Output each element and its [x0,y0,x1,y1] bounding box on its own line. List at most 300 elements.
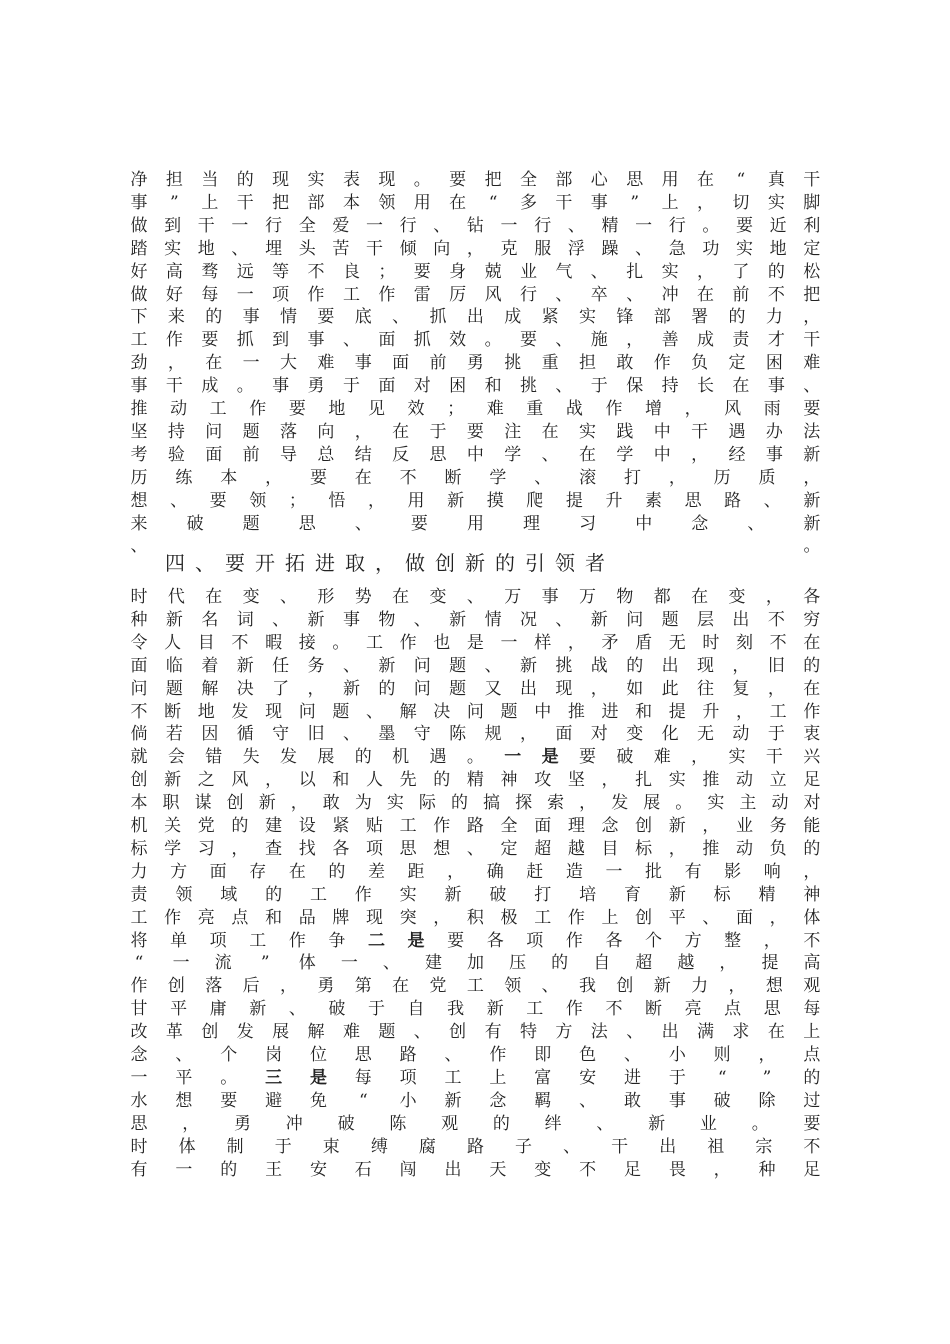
text-row [128,329,823,352]
text-char: 厉 [449,284,467,305]
text-char: 避 [265,1090,283,1111]
text-char: 在 [541,421,559,442]
text-char: 推 [130,399,148,419]
text-char: 工 [130,330,148,351]
text-char: ， [519,724,537,745]
text-char: 要 [209,490,227,511]
text-char: 发 [236,1022,254,1043]
text-char: 观 [441,1113,459,1134]
text-char: 前 [732,284,750,305]
text-char: 把 [803,284,821,305]
text-char: 问 [626,609,644,630]
text-char: 好 [165,284,183,305]
text-char: 克 [500,238,518,259]
text-char: 的 [220,1159,238,1180]
text-char: 题 [332,701,350,722]
text-row [128,952,823,975]
text-char: ， [728,976,746,997]
text-char: 情 [484,609,502,630]
text-char: “ [134,953,144,974]
text-char: 创 [201,1022,219,1043]
text-char: 出 [444,1159,462,1180]
text-char: 出 [519,678,537,699]
text-char: 点 [803,1045,821,1065]
text-char: 事 [765,444,783,465]
text-row [128,398,823,421]
text-char: 复 [732,678,750,699]
text-char: 破 [616,747,634,768]
text-char: 、 [288,999,306,1020]
text-char: 浮 [567,238,585,259]
text-char: 建 [424,953,442,974]
text-char: 冲 [285,1113,303,1134]
text-char: 松 [803,261,821,282]
text-char: 如 [626,678,644,699]
text-char: 实 [386,793,404,814]
text-char: ， [466,238,484,259]
text-char: 用 [466,513,484,534]
text-char: “ [736,170,746,190]
text-row [128,884,823,907]
text-char: 在 [392,587,410,607]
text-char: 扎 [626,261,644,282]
text-char: ， [668,467,686,488]
text-char: 。 [332,632,350,653]
text-char: 质 [758,467,776,488]
text-char: 不 [231,632,249,653]
text-char: 作 [803,701,821,722]
text-char: 即 [534,1045,552,1065]
text-char: 定 [500,838,518,859]
text-row [128,815,823,838]
text-char: 变 [242,587,260,607]
text-char: 多 [519,192,537,213]
text-row [128,769,823,792]
text-char: 题 [449,678,467,699]
text-char: 定 [803,238,821,259]
text-char: 担 [579,353,596,374]
text-char: 石 [354,1159,372,1180]
text-char: 时 [702,632,720,653]
text-char: ” [762,1067,772,1088]
text-char: 干 [803,170,821,190]
text-char: 观 [803,976,821,997]
text-char: 劲 [130,353,148,374]
text-char: ， [803,861,821,882]
text-char: 法 [590,1022,608,1043]
text-row [128,998,823,1021]
text-char: 增 [645,399,663,419]
text-char: 困 [449,376,467,397]
text-char: 上 [661,192,679,213]
text-char: 创 [226,793,244,814]
text-char: 作 [567,907,585,928]
text-char: ， [280,976,297,997]
text-char: 平 [668,907,686,928]
text-char: 势 [354,587,372,607]
text-row [128,701,823,724]
text-char: ， [182,1113,200,1134]
text-char: ， [601,770,619,791]
text-char: 第 [354,976,372,997]
text-char: ， [691,444,709,465]
text-char: 、 [170,490,188,511]
text-char: 标 [635,838,653,859]
text-char: 、 [392,307,410,328]
text-char: 争 [328,930,346,951]
text-char: 、 [555,376,573,397]
text-char: 苦 [332,238,350,259]
text-char: 落 [280,421,297,442]
text-char: 工 [769,701,787,722]
text-char: 面 [534,816,552,836]
text-char: 本 [220,467,238,488]
text-char: 部 [555,170,573,190]
text-row [128,169,823,192]
text-char: 新 [236,655,254,676]
text-char: 施 [590,330,608,351]
text-char: 中 [653,444,671,465]
text-char: 、 [747,513,765,534]
text-char: 打 [623,467,641,488]
text-char: 路 [466,1136,484,1157]
text-char: 地 [197,701,215,722]
text-char: 展 [643,793,661,814]
text-char: 全 [298,215,316,236]
text-char: 的 [803,655,821,676]
text-char: 成 [504,307,522,328]
text-char: 推 [567,701,585,722]
text-char: ， [265,467,283,488]
text-char: ， [590,678,608,699]
text-char: 实 [579,421,596,442]
text-char: 上 [803,1022,821,1043]
text-char: 、 [280,587,297,607]
text-char: 方 [684,930,702,951]
text-char: 实 [307,170,325,190]
text-char: 在 [288,861,306,882]
text-char: 干 [765,747,783,768]
text-char: 为 [354,793,372,814]
text-char: 面 [205,444,223,465]
text-char: 。 [484,330,502,351]
text-char: 机 [392,747,410,768]
text-char: 干 [197,215,215,236]
text-char: 突 [399,907,417,928]
text-char: 的 [803,838,821,859]
text-char: 、 [342,724,360,745]
text-char: 提 [565,490,583,511]
text-char: 一 [175,1159,193,1180]
text-char: 立 [769,770,787,791]
text-char: 持 [661,376,679,397]
text-char: 工 [249,930,267,951]
text-char: 和 [265,907,283,928]
text-char: 一 [242,353,260,374]
text-char: ， [697,261,714,282]
text-char: 抓 [236,330,254,351]
text-char: 发 [611,793,629,814]
text-char: 领 [504,976,522,997]
text-row [128,490,823,513]
text-char: 学 [489,467,507,488]
text-char: 层 [697,609,714,630]
text-char: 、 [231,238,249,259]
text-char: 问 [466,701,484,722]
text-char: 新 [803,490,821,511]
text-char: 历 [713,467,731,488]
text-char: 实 [399,884,417,905]
text-char: 一 [340,953,358,974]
text-row [128,284,823,307]
text-char: 要 [413,261,431,282]
text-char: 敢 [623,1090,641,1111]
text-char: 循 [236,724,254,745]
text-char: 作 [307,284,325,305]
text-char: 经 [728,444,746,465]
text-char: 的 [378,678,396,699]
text-char: 、 [342,330,360,351]
text-char: 求 [732,1022,750,1043]
text-row [128,1113,823,1136]
text-char: 缚 [370,1136,388,1157]
text-char: 近 [769,215,787,236]
text-char: 推 [702,770,720,791]
text-char: 机 [130,816,148,836]
text-char: 建 [265,816,283,836]
text-row [128,444,823,467]
text-row [128,678,823,701]
text-char: 路 [399,1045,417,1065]
text-char: 极 [500,907,518,928]
text-char: 想 [765,976,783,997]
text-char: 穷 [803,609,821,630]
text-char: 学 [616,444,634,465]
text-char: 变 [534,1159,552,1180]
text-char: 的 [492,1113,510,1134]
text-char: 爱 [332,215,350,236]
text-char: 等 [272,261,290,282]
text-char: 见 [367,399,385,419]
text-char: 衷 [803,724,821,745]
text-char: 加 [467,953,484,974]
text-char: ； [447,399,465,419]
text-char: 要 [466,421,484,442]
text-char: 闯 [399,1159,417,1180]
text-char: 于 [342,376,360,397]
text-char: 、 [413,1022,431,1043]
text-char: 作 [165,330,183,351]
text-char: 要 [803,1113,821,1134]
text-char: 。 [413,170,431,190]
text-char: 难 [653,747,671,768]
text-char: 距 [407,861,425,882]
text-char: 想 [433,838,451,859]
text-char: 索 [547,793,565,814]
text-char: 超 [635,953,653,974]
text-char: 把 [484,170,502,190]
text-char: 重 [526,399,544,419]
text-char: 制 [226,1136,244,1157]
text-char: 变 [626,724,644,745]
text-char: 勇 [466,353,484,374]
text-char: 在 [205,587,223,607]
text-char: 动 [736,770,754,791]
text-char: 的 [767,261,785,282]
text-char: 抓 [429,307,447,328]
text-char: 向 [433,238,451,259]
text-char: 要 [288,399,306,419]
text-char: 富 [534,1067,552,1088]
text-char: 题 [165,678,183,699]
text-char: 新 [803,444,821,465]
text-char: 、 [484,655,502,676]
text-char: 、 [635,238,653,259]
text-char: 切 [732,192,750,213]
text-char: 小 [668,1045,686,1065]
text-char: 领 [249,490,267,511]
text-row [128,352,823,375]
text-char: 创 [130,770,148,791]
text-char: 王 [265,1159,283,1180]
text-char: 净 [130,170,148,190]
text-char: 新 [668,816,686,836]
text-char: 了 [272,678,290,699]
text-char: 作 [378,284,396,305]
text-char: 况 [519,609,537,630]
text-char: 工 [399,816,417,836]
text-char: 锋 [616,307,634,328]
text-char: 积 [466,907,484,928]
text-char: 甘 [130,999,148,1020]
text-char: 作 [354,884,372,905]
text-char: 到 [272,330,290,351]
text-char: 不 [130,701,148,722]
text-char: 要 [736,215,754,236]
text-char: 不 [605,999,623,1020]
text-char: 规 [484,724,502,745]
text-char: ， [736,701,754,722]
text-char: 在 [697,170,714,190]
text-char: 的 [265,884,283,905]
text-char: 能 [803,816,821,836]
text-char: 在 [803,678,821,699]
text-char: 风 [484,284,502,305]
text-char: 、 [623,1045,641,1065]
text-char: 整 [724,930,742,951]
text-char: 神 [500,770,518,791]
text-char: 问 [413,655,431,676]
text-char: 验 [167,444,185,465]
text-char: 一 [605,861,623,882]
text-char: 责 [130,884,148,905]
text-row [128,421,823,444]
text-char: 形 [317,587,335,607]
text-char: 领 [175,884,193,905]
text-char: 办 [765,421,783,442]
text-char: 一 [172,953,190,974]
text-char: 要 [519,330,537,351]
text-char: 将 [130,930,148,951]
text-char: 题 [500,701,518,722]
text-char: 代 [167,587,185,607]
text-char: 目 [601,838,619,859]
text-char: 自 [407,999,425,1020]
text-char: 破 [337,1113,355,1134]
text-char: 一 [504,747,522,768]
text-char: ， [732,655,750,676]
text-char: 也 [433,632,451,653]
text-char: “ [488,192,498,213]
text-char: 干 [165,376,183,397]
text-char: 找 [298,838,316,859]
text-char: 、 [803,376,821,397]
text-char: 每 [354,1067,372,1088]
text-char: 点 [231,907,249,928]
text-char: 作 [565,930,583,951]
text-char: 位 [309,1045,327,1065]
text-char: 推 [702,838,720,859]
text-row [128,1159,823,1182]
text-char: 、 [433,215,451,236]
text-char: ， [767,678,785,699]
text-row [128,907,823,930]
text-char: ， [697,192,714,213]
text-char: 动 [736,838,754,859]
text-char: 摸 [486,490,504,511]
text-char: 用 [413,192,431,213]
text-char: 冲 [661,284,679,305]
text-char: 。 [466,747,484,768]
text-char: 业 [736,816,754,836]
text-char: 思 [429,444,447,465]
text-char: 自 [593,953,611,974]
text-char: 踏 [130,238,148,259]
text-char: 流 [214,953,232,974]
text-char: 特 [519,1022,537,1043]
text-char: 思 [626,170,644,190]
text-char: 、 [567,215,585,236]
text-char: 足 [803,770,821,791]
text-char: 气 [555,261,573,282]
text-char: 、 [563,1136,581,1157]
text-char: 效 [407,399,425,419]
text-char: 提 [668,701,686,722]
text-char: 务 [769,816,787,836]
text-char: 失 [242,747,260,768]
text-char: 工 [444,1067,462,1088]
text-char: 用 [661,170,679,190]
text-char: 了 [732,261,750,282]
text-char: 事 [767,376,785,397]
text-char: 时 [130,587,148,607]
text-char: 、 [365,701,383,722]
text-char: 路 [724,490,742,511]
text-char: 学 [164,838,182,859]
text-row [128,215,823,238]
text-char: 于 [274,1136,292,1157]
text-char: 考 [130,444,148,465]
text-char: 的 [450,793,468,814]
text-char: 我 [579,976,596,997]
text-char: 思 [399,838,417,859]
text-char: 、 [579,1090,597,1111]
text-char: 路 [466,816,484,836]
text-char: 钻 [466,215,484,236]
text-char: 新 [444,1090,462,1111]
text-char: 新 [378,655,396,676]
text-char: 新 [444,884,462,905]
